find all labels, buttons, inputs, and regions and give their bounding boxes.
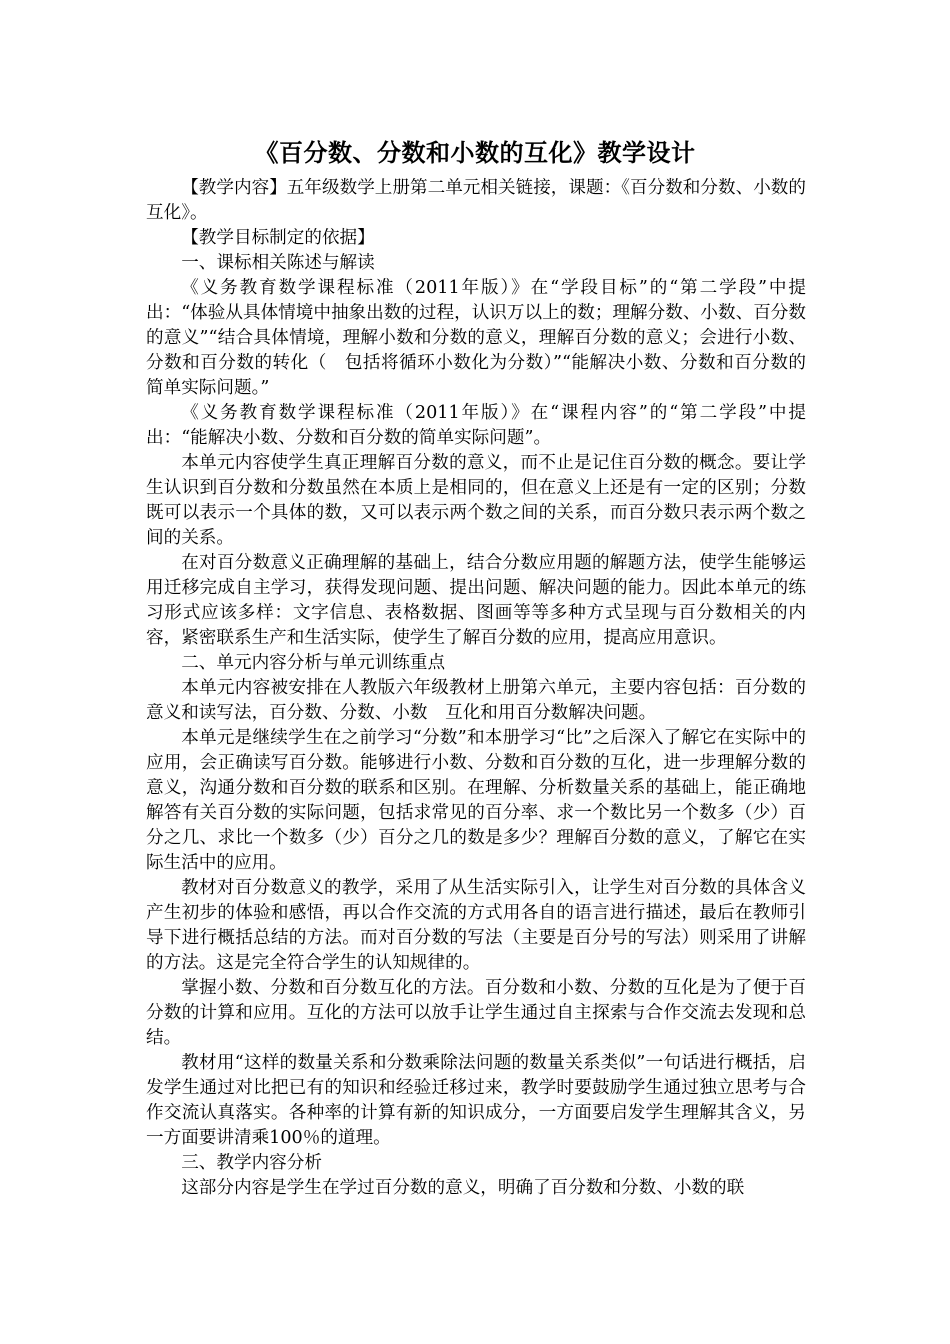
paragraph: 本单元是继续学生在之前学习“分数”和本册学习“比”之后深入了解它在实际中的应用，会正确读写百分数。能够进行小数、分数和百分数的互化，进一步理解分数的意义，沟通分数和百分数的联系和区别。在理解、分析数量关系的基础上，能正确地解答有关百分数的实际问题，包括求常见的百分率、求一个数比另一个数多（少）百分之几、求比一个数多（少）百分之几的数是多少？理解百分数的意义，了解它在实际生活中的应用。 <box>146 728 806 873</box>
heading-objective-basis: 【教学目标制定的依据】 <box>181 228 375 248</box>
paragraph: 掌握小数、分数和百分数互化的方法。百分数和小数、分数的互化是为了便于百分数的计算和应用。互化的方法可以放手让学生通过自主探索与合作交流去发现和总结。 <box>146 978 806 1048</box>
paragraph: 《义务教育数学课程标准（2011年版）》在“学段目标”的“第二学段”中提出：“体验从具体情境中抽象出数的过程，认识万以上的数；理解分数、小数、百分数的意义”“结合具体情境，理解小数和分数的意义，理解百分数的意义；会进行小数、分数和百分数的转化（ 包括将循环小数化为分数）”“能解决小数、分数和百分数的简单实际问题。” <box>146 278 806 398</box>
paragraph-teaching-content: 【教学内容】五年级数学上册第二单元相关链接，课题：《百分数和分数、小数的互化》。 <box>146 178 806 223</box>
paragraph: 在对百分数意义正确理解的基础上，结合分数应用题的解题方法，使学生能够运用迁移完成自主学习，获得发现问题、提出问题、解决问题的能力。因此本单元的练习形式应该多样：文字信息、表格数据、图画等等多种方式呈现与百分数相关的内容，紧密联系生产和生活实际，使学生了解百分数的应用，提高应用意识。 <box>146 553 806 648</box>
paragraph: 本单元内容被安排在人教版六年级教材上册第六单元，主要内容包括：百分数的意义和读写法，百分数、分数、小数 互化和用百分数解决问题。 <box>146 678 806 723</box>
document-title: 《百分数、分数和小数的互化》教学设计 <box>254 139 696 167</box>
paragraph: 这部分内容是学生在学过百分数的意义，明确了百分数和分数、小数的联 <box>181 1178 745 1198</box>
document-body <box>146 176 806 1201</box>
heading-section-1: 一、课标相关陈述与解读 <box>181 253 375 273</box>
paragraph: 教材用“这样的数量关系和分数乘除法问题的数量关系类似”一句话进行概括，启发学生通过对比把已有的知识和经验迁移过来，教学时要鼓励学生通过独立思考与合作交流认真落实。各种率的计算有新的知识成分，一方面要启发学生理解其含义，另一方面要讲清乘100％的道理。 <box>146 1053 806 1148</box>
heading-section-3: 三、教学内容分析 <box>181 1153 322 1173</box>
paragraph: 本单元内容使学生真正理解百分数的意义，而不止是记住百分数的概念。要让学生认识到百分数和分数虽然在本质上是相同的，但在意义上还是有一定的区别；分数既可以表示一个具体的数，又可以表示两个数之间的关系，而百分数只表示两个数之间的关系。 <box>146 453 806 548</box>
heading-section-2: 二、单元内容分析与单元训练重点 <box>181 653 446 673</box>
paragraph: 教材对百分数意义的教学，采用了从生活实际引入，让学生对百分数的具体含义产生初步的体验和感悟，再以合作交流的方式用各自的语言进行描述，最后在教师引导下进行概括总结的方法。而对百分数的写法（主要是百分号的写法）则采用了讲解的方法。这是完全符合学生的认知规律的。 <box>146 878 806 973</box>
paragraph: 《义务教育数学课程标准（2011年版）》在“课程内容”的“第二学段”中提出：“能解决小数、分数和百分数的简单实际问题”。 <box>146 403 806 448</box>
